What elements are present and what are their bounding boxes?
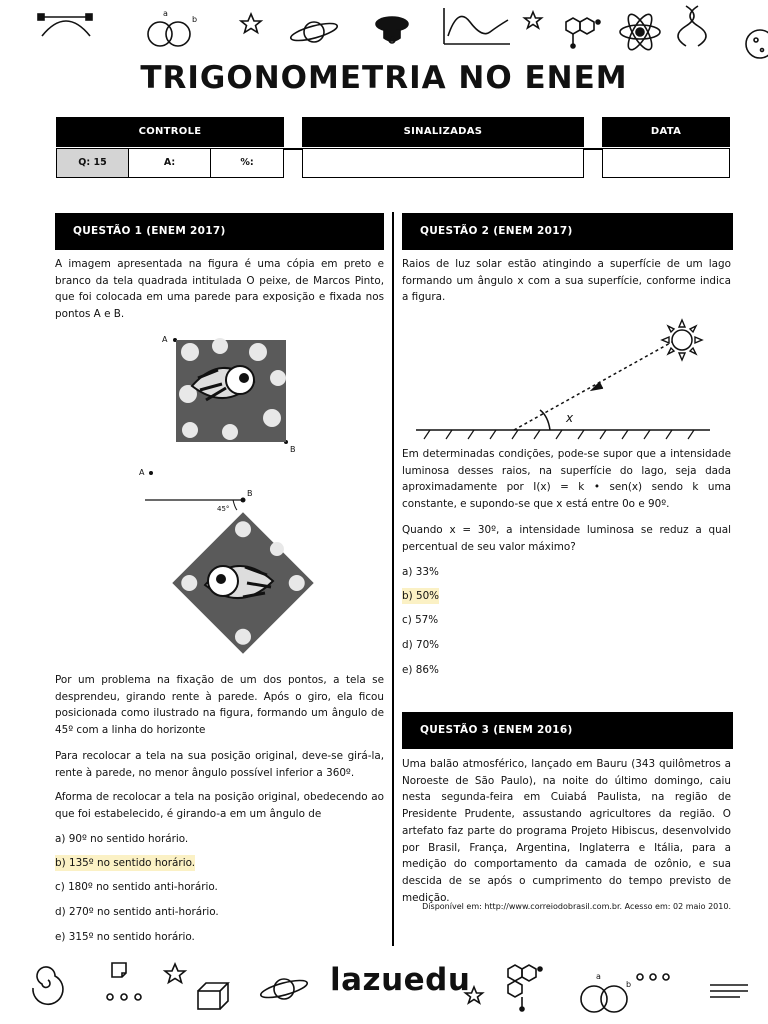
lazuedu-logo: lazuedu xyxy=(330,962,471,998)
svg-text:b: b xyxy=(626,980,632,989)
moon-icon xyxy=(746,30,768,58)
question-2-option-d[interactable]: d) 70% xyxy=(402,639,440,651)
fish-painting-figure-original xyxy=(160,330,300,455)
controle-header: CONTROLE xyxy=(56,117,284,147)
question-1-option-c[interactable]: c) 180º no sentido anti-horário. xyxy=(55,881,218,893)
question-2-option-b[interactable]: b) 50% xyxy=(402,590,440,602)
molecule-icon-bottom xyxy=(508,965,542,1011)
planet-icon-bottom xyxy=(259,977,308,1001)
question-3-heading: QUESTÃO 3 (ENEM 2016) xyxy=(402,712,733,749)
spiral-icon xyxy=(33,967,63,1004)
star-icon-bottom xyxy=(165,964,185,983)
question-1-option-b[interactable]: b) 135º no sentido horário. xyxy=(55,857,196,869)
svg-text:a: a xyxy=(163,9,168,18)
venn-icon xyxy=(148,9,197,46)
figure-label-a: A xyxy=(162,335,168,344)
star-icon xyxy=(241,14,261,33)
venn-icon-bottom xyxy=(581,972,631,1012)
pct-cell[interactable]: %: xyxy=(240,157,254,168)
data-header: DATA xyxy=(602,117,730,147)
top-doodles xyxy=(0,0,768,60)
box-connector-2 xyxy=(584,148,602,150)
figure-label-b: B xyxy=(290,445,296,454)
box-connector xyxy=(284,148,302,150)
column-divider xyxy=(392,212,394,946)
question-1-intro: A imagem apresentada na figura é uma cópia em preto e branco da tela quadrada intitulada O peixe, de Marcos Pinto, que foi colocada em uma parede para exposição e fixada nos pontos A e B. xyxy=(55,258,384,321)
question-1-paragraph-2: Por um problema na fixação de um dos pontos, a tela se desprendeu, girando rente à parede. Após o giro, ela ficou posicionada como ilustrado na figura, formando um ângulo de 45º com a linha do horizonte xyxy=(55,674,384,737)
graduation-cap-icon xyxy=(376,17,408,43)
question-2-option-c[interactable]: c) 57% xyxy=(402,614,439,626)
figure-label-a-rotated: A xyxy=(139,468,145,477)
planet-icon xyxy=(289,20,338,44)
atom-icon xyxy=(620,11,660,53)
fish-painting-figure-rotated xyxy=(135,465,335,665)
question-1-heading: QUESTÃO 1 (ENEM 2017) xyxy=(55,213,384,250)
molecule-icon xyxy=(566,18,600,48)
page-title: TRIGONOMETRIA NO ENEM xyxy=(140,60,628,96)
star-small-icon xyxy=(525,12,542,28)
bezier-icon xyxy=(38,14,92,36)
question-2-heading: QUESTÃO 2 (ENEM 2017) xyxy=(402,213,733,250)
question-1-paragraph-4: Aforma de recolocar a tela na posição original, obedecendo ao que foi estabelecido, é girando-a em um ângulo de xyxy=(55,791,384,820)
figure-angle-label: 45° xyxy=(217,505,230,513)
question-3-intro: Uma balão atmosférico, lançado em Bauru (343 quilômetros a Noroeste de São Paulo), na noite do último domingo, caiu nesta segunda-feira em Cuiabá Paulista, na região de Presidente Prudente, assustando agricultores da região. O artefato faz parte do programa Projeto Hibiscus, desenvolvido por Brasil, França, Argentina, Inglaterra e Itália, para a medição do comportamento da camada de ozônio, e sua descida de se após o cumprimento do tempo previsto de medição. xyxy=(402,758,731,904)
sinalizadas-field[interactable] xyxy=(302,148,584,178)
menu-lines-icon xyxy=(710,985,748,997)
dna-icon xyxy=(678,6,706,46)
q-count-cell: Q: 15 xyxy=(57,149,129,177)
svg-text:b: b xyxy=(192,15,198,24)
cube-icon xyxy=(198,983,228,1009)
question-1-option-d[interactable]: d) 270º no sentido anti-horário. xyxy=(55,906,219,918)
question-2-intro: Raios de luz solar estão atingindo a superfície de um lago formando um ângulo x com a sua superfície, conforme indica a figura. xyxy=(402,258,731,304)
controle-row xyxy=(56,148,284,178)
figure-label-b-rotated: B xyxy=(247,489,253,498)
note-icon xyxy=(112,963,126,977)
question-2-paragraph-2: Em determinadas condições, pode-se supor que a intensidade luminosa desses raios, na superfície do lago, seja dada aproximadamente por I(x) = k • sen(x) sendo k uma constante, e supondo-se que x está entre 0o e 90º. xyxy=(402,448,731,511)
dots-icon-2 xyxy=(637,974,669,980)
sun-ray-figure xyxy=(410,318,730,443)
question-1-option-a[interactable]: a) 90º no sentido horário. xyxy=(55,833,189,845)
a-cell[interactable]: A: xyxy=(129,149,211,177)
question-2-option-e[interactable]: e) 86% xyxy=(402,664,439,676)
dots-icon xyxy=(107,994,141,1000)
sinalizadas-header: SINALIZADAS xyxy=(302,117,584,147)
question-2-paragraph-3: Quando x = 30º, a intensidade luminosa se reduz a qual percentual de seu valor máximo? xyxy=(402,524,731,553)
question-1-option-e[interactable]: e) 315º no sentido horário. xyxy=(55,931,195,943)
data-field[interactable] xyxy=(602,148,730,178)
angle-x-label: x xyxy=(566,411,574,425)
question-2-option-a[interactable]: a) 33% xyxy=(402,566,439,578)
question-3-source: Disponível em: http://www.correiodobrasil.com.br. Acesso em: 02 maio 2010. xyxy=(422,902,731,911)
graph-icon xyxy=(444,8,510,44)
svg-text:a: a xyxy=(596,972,601,981)
question-1-paragraph-3: Para recolocar a tela na sua posição original, deve-se girá-la, rente à parede, no menor ângulo possível inferior a 360º. xyxy=(55,750,384,779)
